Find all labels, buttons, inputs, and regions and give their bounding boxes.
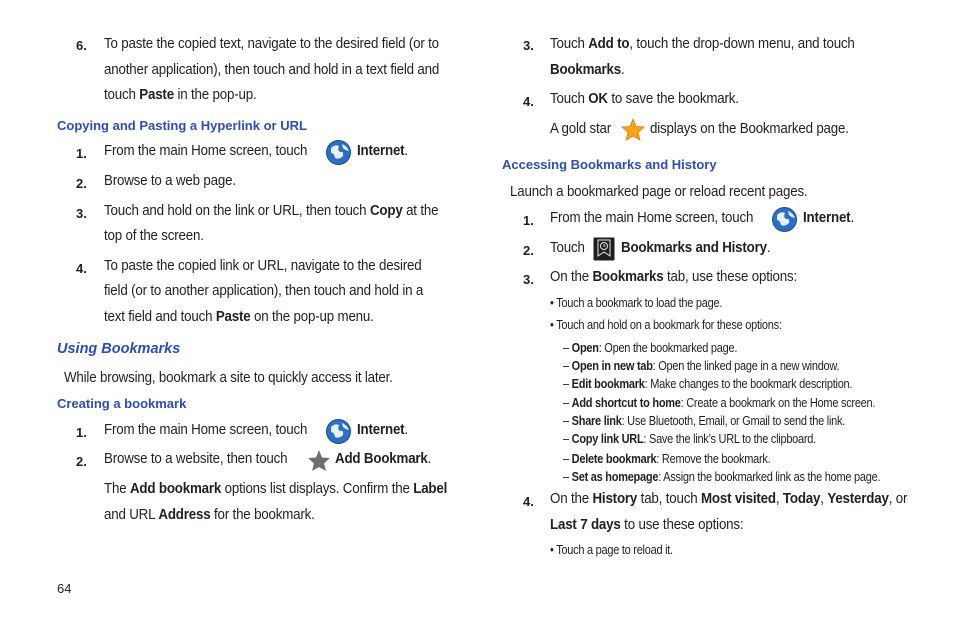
section-heading-copy-url: Copying and Pasting a Hyperlink or URL — [57, 118, 307, 133]
option-item: – Copy link URL: Save the link’s URL to the clipboard. — [563, 432, 816, 446]
option-item: – Share link: Use Bluetooth, Email, or Gmail to send the link. — [563, 414, 846, 428]
paragraph-line: On the Bookmarks tab, use these options: — [550, 269, 798, 285]
step-number: 2. — [76, 176, 87, 191]
option-item: – Open: Open the bookmarked page. — [563, 341, 738, 355]
paragraph-line: field (or to another application), then touch and hold in a — [104, 283, 424, 299]
bullet-item: • Touch a bookmark to load the page. — [550, 296, 723, 310]
paragraph-line: Add Bookmark. — [335, 451, 432, 467]
paragraph-line: Touch — [550, 240, 585, 256]
step-number: 3. — [523, 38, 534, 53]
step-number: 4. — [523, 94, 534, 109]
paragraph-line: Launch a bookmarked page or reload recent pages. — [510, 184, 808, 200]
paragraph-line: While browsing, bookmark a site to quickly access it later. — [64, 370, 393, 386]
step-number: 1. — [523, 213, 534, 228]
paragraph-line: displays on the Bookmarked page. — [650, 121, 849, 137]
step-number: 6. — [76, 38, 87, 53]
step-number: 1. — [76, 425, 87, 440]
option-item: – Delete bookmark: Remove the bookmark. — [563, 452, 771, 466]
globe-icon — [771, 206, 798, 233]
bullet-item: • Touch and hold on a bookmark for these options: — [550, 318, 782, 332]
paragraph-line: To paste the copied text, navigate to the desired field (or to — [104, 36, 439, 52]
paragraph-line: Browse to a website, then touch — [104, 451, 288, 467]
paragraph-line: To paste the copied link or URL, navigate to the desired — [104, 258, 422, 274]
gold-star-icon — [621, 118, 645, 141]
option-item: – Edit bookmark: Make changes to the bookmark description. — [563, 377, 853, 391]
paragraph-line: Bookmarks. — [550, 62, 625, 78]
paragraph-line: Internet. — [803, 210, 854, 226]
paragraph-line: top of the screen. — [104, 228, 204, 244]
step-number: 1. — [76, 146, 87, 161]
step-number: 2. — [523, 243, 534, 258]
paragraph-line: From the main Home screen, touch — [104, 422, 308, 438]
paragraph-line: and URL Address for the bookmark. — [104, 507, 315, 523]
paragraph-line: another application), then touch and hold in a text field and — [104, 62, 440, 78]
paragraph-line: A gold star — [550, 121, 612, 137]
paragraph-line: Internet. — [357, 143, 408, 159]
paragraph-line: Bookmarks and History. — [621, 240, 771, 256]
option-item: – Open in new tab: Open the linked page in a new window. — [563, 359, 840, 373]
bullet-item: • Touch a page to reload it. — [550, 543, 673, 557]
paragraph-line: The Add bookmark options list displays. Confirm the Label — [104, 481, 448, 497]
star-icon — [307, 449, 331, 472]
paragraph-line: Last 7 days to use these options: — [550, 517, 744, 533]
paragraph-line: From the main Home screen, touch — [550, 210, 754, 226]
paragraph-line: On the History tab, touch Most visited, Today, Yesterday, or — [550, 491, 908, 507]
step-number: 3. — [523, 272, 534, 287]
paragraph-line: Touch Add to, touch the drop-down menu, and touch — [550, 36, 855, 52]
globe-icon — [325, 139, 352, 166]
section-heading-accessing: Accessing Bookmarks and History — [502, 157, 717, 172]
section-heading-creating-bookmark: Creating a bookmark — [57, 396, 187, 411]
step-number: 4. — [76, 261, 87, 276]
section-heading-using-bookmarks: Using Bookmarks — [57, 341, 181, 357]
paragraph-line: Touch and hold on the link or URL, then touch Copy at the — [104, 203, 439, 219]
option-item: – Add shortcut to home: Create a bookmark on the Home screen. — [563, 396, 876, 410]
globe-icon — [325, 418, 352, 445]
step-number: 4. — [523, 494, 534, 509]
paragraph-line: From the main Home screen, touch — [104, 143, 308, 159]
step-number: 2. — [76, 454, 87, 469]
paragraph-line: Internet. — [357, 422, 408, 438]
paragraph-line: Touch OK to save the bookmark. — [550, 91, 739, 107]
paragraph-line: touch Paste in the pop-up. — [104, 87, 257, 103]
paragraph-line: Browse to a web page. — [104, 173, 236, 189]
option-item: – Set as homepage: Assign the bookmarked link as the home page. — [563, 470, 881, 484]
page-number: 64 — [57, 581, 72, 596]
paragraph-line: text field and touch Paste on the pop-up menu. — [104, 309, 374, 325]
step-number: 3. — [76, 206, 87, 221]
bookmarks-history-icon — [593, 237, 615, 261]
